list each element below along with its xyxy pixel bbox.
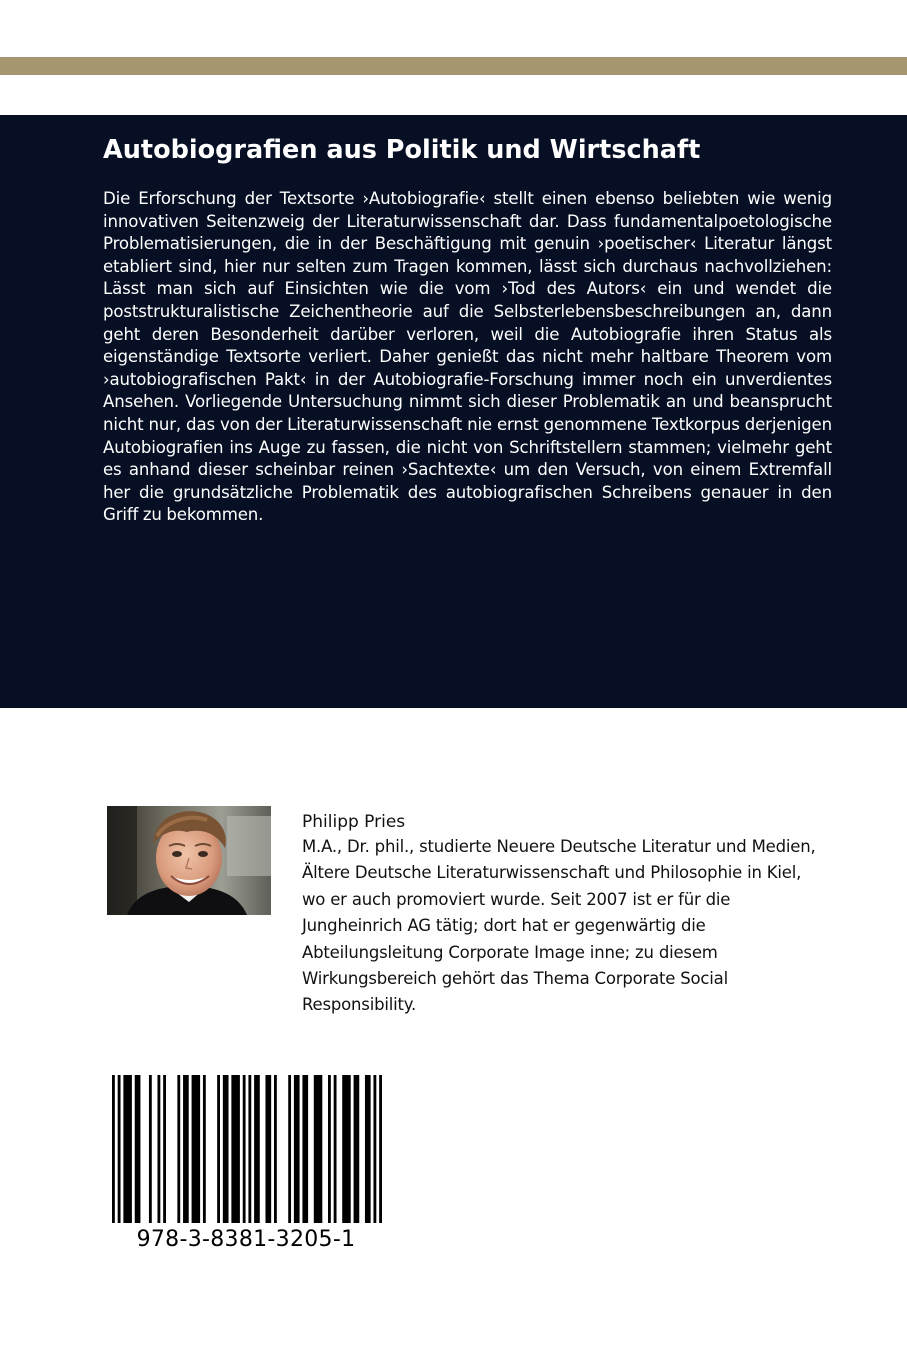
- barcode-bar: [192, 1075, 201, 1223]
- barcode-bar: [231, 1075, 240, 1223]
- barcode-bar: [334, 1075, 337, 1223]
- barcode-bar: [314, 1075, 323, 1223]
- barcode-bar: [183, 1075, 189, 1223]
- barcode-bar: [223, 1075, 229, 1223]
- barcode-bar: [274, 1075, 277, 1223]
- barcode-bar: [217, 1075, 220, 1223]
- barcode-bar: [163, 1075, 166, 1223]
- gold-stripe: [0, 57, 907, 75]
- barcode-bar: [112, 1075, 115, 1223]
- barcode-bar: [123, 1075, 132, 1223]
- author-name: Philipp Pries: [302, 812, 406, 832]
- barcode-bar: [248, 1075, 251, 1223]
- barcode-bar: [254, 1075, 260, 1223]
- barcode-bar: [157, 1075, 160, 1223]
- author-photo: [107, 806, 271, 915]
- barcode-bar: [149, 1075, 152, 1223]
- barcode-bar: [203, 1075, 206, 1223]
- barcode-bar: [118, 1075, 121, 1223]
- author-portrait-icon: [107, 806, 271, 915]
- barcode-bar: [342, 1075, 351, 1223]
- barcode-bar: [265, 1075, 271, 1223]
- barcode-bar: [354, 1075, 360, 1223]
- isbn-barcode: [112, 1075, 382, 1223]
- barcode-bar: [288, 1075, 291, 1223]
- book-blurb: Die Erforschung der Textsorte ›Autobiografie‹ stellt einen ebenso beliebten wie wenig innovativen Seitenzweig der Literaturwissenschaft dar. Dass fundamentalpoetologische Problematisierungen, die in der Beschäftigung mit genuin ›poetischer‹ Literatur längst etabliert sind, hier nur selten zum Tragen kommen, lässt sich durchaus nachvollziehen: Lässt man sich auf Einsichten wie die vom ›Tod des Autors‹ ein und wendet die poststrukturalistische Zeichentheorie auf die Selbsterlebensbeschreibungen an, dann geht deren Besonderheit darüber verloren, weil die Autobiografie ihren Status als eigenständige Textsorte verliert. Daher genießt das nicht mehr haltbare Theorem vom ›autobiografischen Pakt‹ in der Autobiografie-Forschung immer noch ein unverdientes Ansehen. Vorliegende Untersuchung nimmt sich dieser Problematik an und beansprucht nicht nur, das von der Literaturwissenschaft nie ernst genommene Textkorpus derjenigen Autobiografien ins Auge zu fassen, die nicht von Schriftstellern stammen; vielmehr geht es anhand dieser scheinbar reinen ›Sachtexte‹ um den Versuch, von einem Extremfall her die grundsätzliche Problematik des autobiografischen Schreibens genauer in den Griff zu bekommen.: [103, 189, 832, 525]
- barcode-bar: [177, 1075, 180, 1223]
- barcode-bar: [379, 1075, 382, 1223]
- barcode-bar: [302, 1075, 308, 1223]
- author-bio: M.A., Dr. phil., studierte Neuere Deutsche Literatur und Medien, Ältere Deutsche Literaturwissenschaft und Philosophie in Kiel, wo er auch promoviert wurde. Seit 2007 ist er für die Jungheinrich AG tätig; dort hat er gegenwärtig die Abteilungsleitung Corporate Image inne; zu diesem Wirkungsbereich gehört das Thema Corporate Social Responsibility.: [302, 837, 816, 1015]
- book-title: Autobiografien aus Politik und Wirtschaft: [103, 135, 701, 165]
- barcode-bar: [294, 1075, 300, 1223]
- barcode-bar: [373, 1075, 376, 1223]
- barcode-bar: [243, 1075, 246, 1223]
- barcode-bar: [135, 1075, 141, 1223]
- barcode-bar: [365, 1075, 371, 1223]
- barcode-bar: [328, 1075, 331, 1223]
- isbn-number: 978-3-8381-3205-1: [136, 1227, 356, 1252]
